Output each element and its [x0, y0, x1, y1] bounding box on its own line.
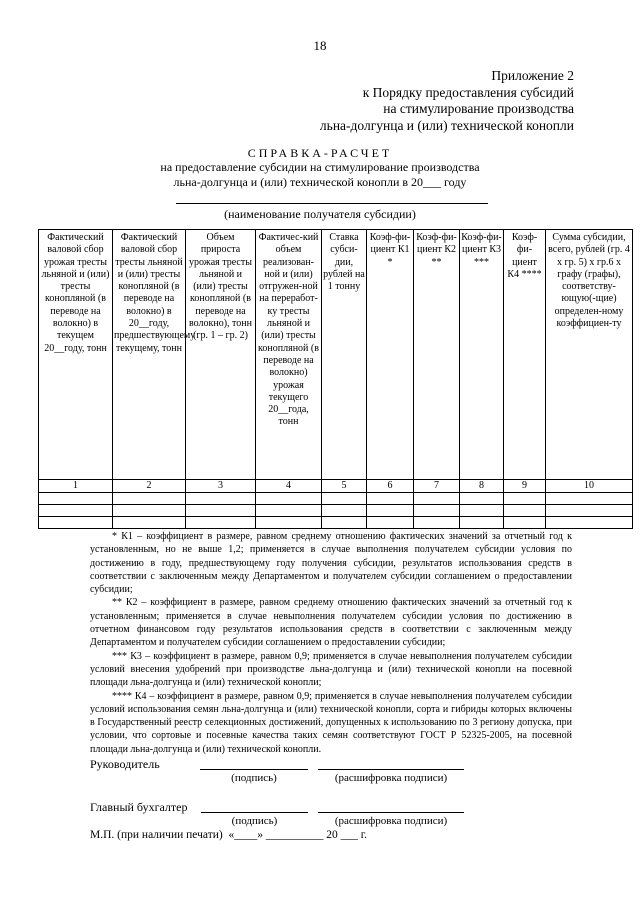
table-cell: [460, 493, 504, 505]
column-number: 4: [256, 480, 322, 493]
column-header: Фактический валовой сбор тресты льняной и (или) тресты конопляной (в переводе на волокно) в 20__году, предшествующему текущему, тонн: [113, 230, 186, 480]
column-number: 3: [186, 480, 256, 493]
table-cell: [414, 493, 460, 505]
table-cell: [39, 517, 113, 529]
table-cell: [113, 505, 186, 517]
head-signature-caption: (подпись): [231, 772, 277, 784]
column-number: 7: [414, 480, 460, 493]
head-label: Руководитель: [90, 757, 160, 771]
column-number: 2: [113, 480, 186, 493]
table-cell: [460, 505, 504, 517]
appendix-line: Приложение 2: [491, 68, 574, 83]
appendix-header: [320, 68, 574, 134]
table-cell: [414, 505, 460, 517]
table-cell: [546, 517, 633, 529]
column-header: Коэф-фи-циент К4 ****: [504, 230, 546, 480]
column-number: 1: [39, 480, 113, 493]
column-header: Сумма субсидии, всего, рублей (гр. 4 х гр. 5) х гр.6 х графу (графы), соответству-ющую(-щие) определен-ному коэффициен-ту: [546, 230, 633, 480]
appendix-line: льна-долгунца и (или) технической конопли: [319, 117, 574, 133]
table-cell: [256, 505, 322, 517]
table-cell: [546, 493, 633, 505]
table-cell: [504, 493, 546, 505]
page-number: 18: [313, 38, 327, 53]
table-cell: [39, 505, 113, 517]
column-number: 8: [460, 480, 504, 493]
table-cell: [367, 493, 414, 505]
stamp-date-line: М.П. (при наличии печати) «____» __________ 20 ___ г.: [90, 829, 368, 841]
table-cell: [113, 493, 186, 505]
calculation-table: [38, 229, 633, 529]
recipient-name-line: [176, 203, 488, 204]
table-cell: [186, 505, 256, 517]
footnote-k3: *** К3 – коэффициент в размере, равном 0,9; применяется в случае невыполнения получателем субсидии условий внесения удобрений при производстве льна-долгунца и (или) технической конопли на посевной площади льна-долгунца и (или) технической конопли;: [90, 650, 572, 689]
column-number: 9: [504, 480, 546, 493]
table-cell: [186, 517, 256, 529]
head-decoding-caption: (расшифровка подписи): [334, 772, 448, 784]
head-decoding-line: [318, 769, 464, 770]
column-header: Фактичес-кий объем реализован-ной и (или) отгружен-ной на переработ-ку тресты льняной и (или) тресты конопляной (в переводе на волокно) урожая текущего 20__года, тонн: [256, 230, 322, 480]
table-cell: [367, 505, 414, 517]
table-cell: [322, 505, 367, 517]
table-header-row: [39, 230, 633, 480]
column-number-row: [39, 480, 633, 493]
footnote-k2: ** К2 – коэффициент в размере, равном среднему отношению фактических значений за отчетный год к установленным; применяется в случае невыполнения получателем субсидии условия по достижению в отчетном финансовом году результатов использования средств в соответствии с заключенным между Департаментом и получателем субсидии соглашением о предоставлении субсидии;: [90, 597, 572, 649]
subtitle-line: льна-долгунца и (или) технической конопли в 20___ году: [173, 174, 467, 189]
table-row: [39, 493, 633, 505]
table-cell: [256, 517, 322, 529]
chief-accountant-label: Главный бухгалтер: [90, 800, 188, 814]
table-row: [39, 505, 633, 517]
column-number: 10: [546, 480, 633, 493]
accountant-decoding-line: [318, 812, 464, 813]
table-cell: [367, 517, 414, 529]
document-subtitle: [0, 160, 640, 189]
table-cell: [113, 517, 186, 529]
footnotes: [90, 530, 572, 756]
column-header: Коэф-фи-циент К2 **: [414, 230, 460, 480]
table-cell: [322, 493, 367, 505]
footnote-k1: * К1 – коэффициент в размере, равном среднему отношению фактических значений за отчетный год к установленным, но не выше 1,2; применяется в случае выполнения получателем субсидии условия по достижению в году, предшествующему году получения субсидии, результатов использования средств в соответствии с заключенным между Департаментом и получателем субсидии соглашением о предоставлении субсидии;: [90, 531, 572, 596]
accountant-signature-line: [201, 812, 308, 813]
accountant-signature-caption: (подпись): [231, 815, 278, 827]
column-header: Фактический валовой сбор урожая тресты льняной и (или) тресты конопляной (в переводе на волокно) в текущем 20__году, тонн: [39, 230, 113, 480]
table-cell: [39, 493, 113, 505]
table-cell: [322, 517, 367, 529]
column-header: Коэф-фи-циент К3 ***: [460, 230, 504, 480]
accountant-decoding-caption: (расшифровка подписи): [334, 815, 448, 827]
appendix-line: на стимулирование производства: [383, 101, 574, 116]
table-cell: [414, 517, 460, 529]
document-title: СПРАВКА-РАСЧЕТ: [247, 146, 393, 160]
head-signature-line: [200, 769, 308, 770]
table-cell: [186, 493, 256, 505]
column-header: Ставка субси-дии, рублей на 1 тонну: [322, 230, 367, 480]
column-number: 5: [322, 480, 367, 493]
table-cell: [504, 505, 546, 517]
column-number: 6: [367, 480, 414, 493]
table-cell: [460, 517, 504, 529]
table-cell: [504, 517, 546, 529]
table-row: [39, 517, 633, 529]
column-header: Объем прироста урожая тресты льняной и (или) тресты конопляной (в переводе на волокно), тонн (гр. 1 – гр. 2): [186, 230, 256, 480]
subtitle-line: на предоставление субсидии на стимулирование производства: [160, 160, 480, 174]
column-header: Коэф-фи-циент К1 *: [367, 230, 414, 480]
table-cell: [546, 505, 633, 517]
recipient-label: (наименование получателя субсидии): [224, 207, 416, 221]
appendix-line: к Порядку предоставления субсидий: [362, 84, 574, 100]
footnote-k4: **** К4 – коэффициент в размере, равном 0,9; применяется в случае невыполнения получателем субсидии условий использования семян льна-долгунца и (или) технической конопли, сорта и гибриды которых включены в Государственный реестр селекционных достижений, допущенных к использованию по 3 региону допуска, при условии, что сортовые и посевные качества таких семян соответствуют ГОСТ Р 52325-2005, на посевной площади льна-долгунца и (или) технической конопли.: [90, 690, 572, 755]
table-cell: [256, 493, 322, 505]
